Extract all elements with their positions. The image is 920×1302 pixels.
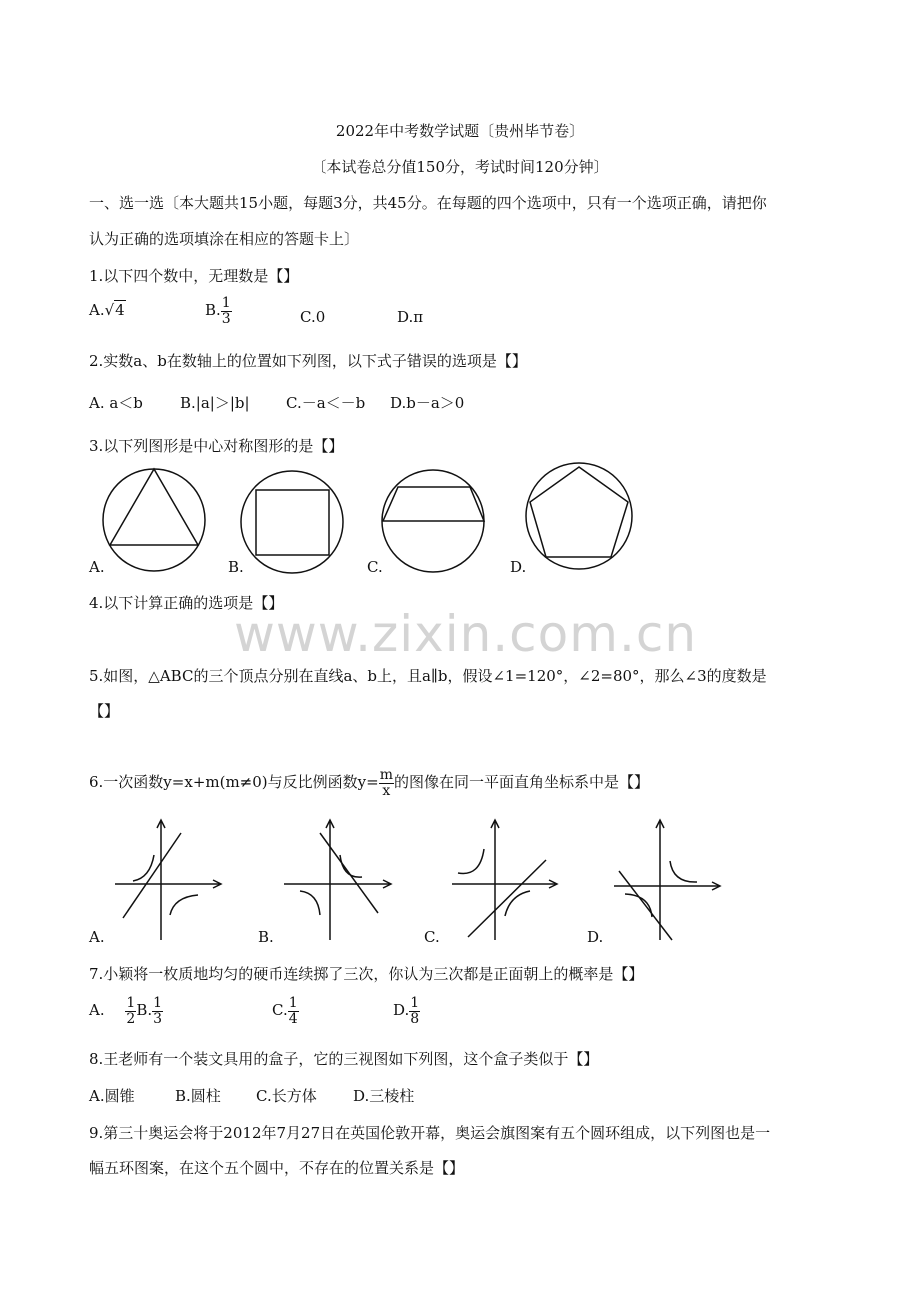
q7-d-denominator: 8 bbox=[410, 1010, 420, 1027]
q6-graphs bbox=[0, 815, 920, 945]
q1-option-b bbox=[205, 296, 232, 326]
q7-option-d bbox=[393, 996, 420, 1026]
q5-line1: 5.如图，△ABC的三个顶点分别在直线a、b上，且a∥b，假设∠1=120°，∠2=80°，那么∠3的度数是 bbox=[89, 667, 767, 685]
q9-line2: 幅五环图案，在这个五个圆中，不存在的位置关系是【】 bbox=[89, 1159, 465, 1177]
watermark: www.zixin.com.cn bbox=[234, 605, 698, 663]
q6-stem-part1: 6.一次函数y=x+m(m≠0)与反比例函数y= bbox=[89, 773, 379, 792]
q4-stem: 4.以下计算正确的选项是【】 bbox=[89, 594, 284, 612]
q1-b-fraction bbox=[221, 296, 232, 326]
q6-fraction bbox=[379, 768, 394, 798]
q2-option-a: A. a＜b bbox=[89, 394, 143, 412]
q6-label-b: B. bbox=[258, 928, 274, 946]
q1-b-numerator: 1 bbox=[221, 295, 231, 311]
q7-d-prefix: D. bbox=[393, 1001, 410, 1020]
q3-figure-b bbox=[241, 471, 343, 573]
q6-stem bbox=[89, 768, 649, 798]
q9-line1: 9.第三十奥运会将于2012年7月27日在英国伦敦开幕，奥运会旗图案有五个圆环组成，以下列图也是一 bbox=[89, 1124, 771, 1142]
q6-label-a: A. bbox=[89, 928, 105, 946]
q3-figure-d bbox=[526, 463, 632, 569]
section1-line2: 认为正确的选项填涂在相应的答题卡上〕 bbox=[89, 230, 360, 248]
q3-figure-c bbox=[382, 470, 484, 572]
q8-option-d: D.三棱柱 bbox=[353, 1087, 415, 1105]
q7-option-c bbox=[272, 996, 299, 1026]
q7-b-denominator: 3 bbox=[153, 1010, 163, 1027]
q6-label-c: C. bbox=[424, 928, 440, 946]
q2-stem: 2.实数a、b在数轴上的位置如下列图，以下式子错误的选项是【】 bbox=[89, 352, 527, 370]
q8-option-b: B.圆柱 bbox=[175, 1087, 221, 1105]
q7-a-denominator: 2 bbox=[126, 1010, 136, 1027]
q7-c-numerator: 1 bbox=[288, 995, 298, 1011]
q1-a-prefix: A. bbox=[89, 301, 105, 319]
q3-label-b: B. bbox=[228, 558, 244, 576]
q3-label-a: A. bbox=[89, 558, 105, 576]
q1-a-radicand: 4 bbox=[115, 301, 125, 319]
page-subtitle: 〔本试卷总分值150分，考试时间120分钟〕 bbox=[311, 158, 609, 176]
page-title: 2022年中考数学试题〔贵州毕节卷〕 bbox=[335, 122, 585, 140]
q1-option-a bbox=[89, 300, 126, 319]
q6-graph-a bbox=[115, 820, 221, 940]
q6-stem-part2: 的图像在同一平面直角坐标系中是【】 bbox=[393, 773, 649, 792]
q2-option-b: B.|a|＞|b| bbox=[180, 394, 250, 412]
q6-graph-c bbox=[452, 820, 557, 940]
q7-a-fraction bbox=[125, 996, 136, 1026]
q8-option-a: A.圆锥 bbox=[89, 1087, 135, 1105]
q3-label-d: D. bbox=[510, 558, 527, 576]
q7-b-fraction bbox=[152, 996, 163, 1026]
q7-c-denominator: 4 bbox=[288, 1010, 298, 1027]
q3-stem: 3.以下列图形是中心对称图形的是【】 bbox=[89, 437, 344, 455]
q7-b-numerator: 1 bbox=[153, 995, 163, 1011]
q7-d-fraction bbox=[409, 996, 420, 1026]
q2-option-c: C.－a＜－b bbox=[286, 394, 366, 412]
q1-b-denominator: 3 bbox=[221, 310, 231, 327]
q8-stem: 8.王老师有一个装文具用的盒子，它的三视图如下列图，这个盒子类似于【】 bbox=[89, 1050, 599, 1068]
q6-graph-d bbox=[614, 820, 720, 940]
q6-label-d: D. bbox=[587, 928, 604, 946]
q6-graph-b bbox=[284, 820, 391, 940]
q7-options bbox=[89, 996, 163, 1026]
q6-numerator: m bbox=[379, 767, 393, 783]
q7-d-numerator: 1 bbox=[410, 995, 420, 1011]
q8-option-c: C.长方体 bbox=[256, 1087, 317, 1105]
q7-a-prefix: A. bbox=[89, 1001, 105, 1020]
q5-line2: 【】 bbox=[89, 702, 120, 720]
q1-b-prefix: B. bbox=[205, 301, 221, 320]
q3-figures bbox=[0, 460, 920, 580]
q1-option-d: D.π bbox=[397, 308, 424, 326]
q6-denominator: x bbox=[382, 782, 391, 799]
sqrt-sign: √ bbox=[104, 301, 115, 319]
q7-c-fraction bbox=[288, 996, 299, 1026]
q3-figure-a bbox=[103, 469, 205, 571]
q7-a-numerator: 1 bbox=[126, 995, 136, 1011]
q1-stem: 1.以下四个数中，无理数是【】 bbox=[89, 267, 299, 285]
q1-option-c: C.0 bbox=[300, 308, 326, 326]
q7-stem: 7.小颖将一枚质地均匀的硬币连续掷了三次，你认为三次都是正面朝上的概率是【】 bbox=[89, 965, 644, 983]
q3-label-c: C. bbox=[367, 558, 383, 576]
q2-option-d: D.b－a＞0 bbox=[390, 394, 465, 412]
q7-c-prefix: C. bbox=[272, 1001, 288, 1020]
section1-line1: 一、选一选〔本大题共15小题，每题3分，共45分。在每题的四个选项中，只有一个选项正确，请把你 bbox=[89, 194, 767, 212]
q7-b-prefix: B. bbox=[136, 1001, 153, 1020]
